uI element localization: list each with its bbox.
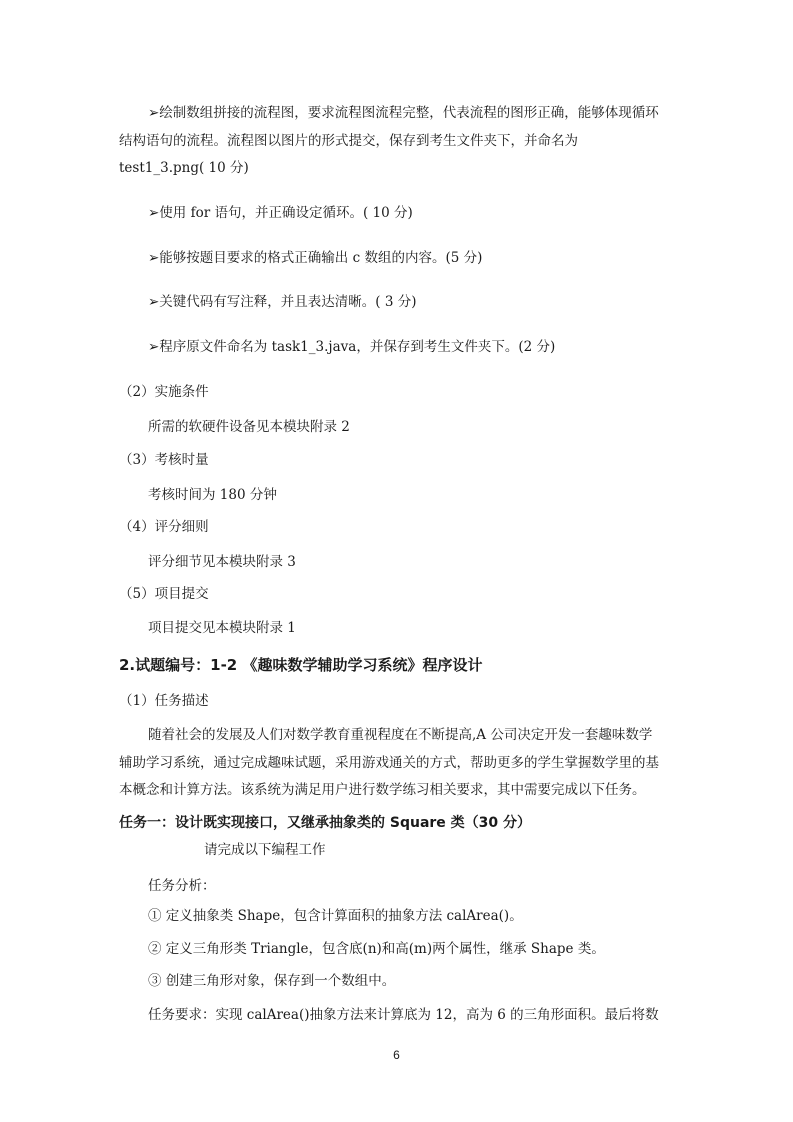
section-submit-heading: （5）项目提交 (119, 586, 209, 602)
bullet-output-format: ➢能够按题目要求的格式正确输出 c 数组的内容。(5 分) (148, 250, 483, 266)
task-description-line-2: 辅助学习系统，通过完成趣味试题，采用游戏通关的方式，帮助更多的学生掌握数学里的基 (119, 755, 659, 771)
task-description-line-3: 本概念和计算方法。该系统为满足用户进行数学练习相关要求，其中需要完成以下任务。 (119, 782, 646, 798)
task-analysis-label: 任务分析： (148, 878, 216, 894)
task-analysis-item-2: ② 定义三角形类 Triangle，包含底(n)和高(m)两个属性，继承 Shape 类。 (148, 941, 605, 957)
question-heading: 2.试题编号：1-2 《趣味数学辅助学习系统》程序设计 (119, 656, 483, 674)
task-description-line-1: 随着社会的发展及人们对数学教育重视程度在不断提高,A 公司决定开发一套趣味数学 (148, 727, 653, 743)
section-scoring-heading: （4）评分细则 (119, 519, 209, 535)
section-conditions-body: 所需的软硬件设备见本模块附录 2 (148, 419, 350, 435)
bullet-flowchart-line-1: ➢绘制数组拼接的流程图，要求流程图流程完整，代表流程的图形正确，能够体现循环 (148, 105, 659, 121)
task-one-heading: 任务一：设计既实现接口，又继承抽象类的 Square 类（30 分） (119, 815, 532, 831)
task-analysis-item-3: ③ 创建三角形对象，保存到一个数组中。 (148, 973, 396, 989)
section-conditions-heading: （2）实施条件 (119, 384, 209, 400)
bullet-flowchart-line-2: 结构语句的流程。流程图以图片的形式提交，保存到考生文件夹下，并命名为 (119, 133, 578, 149)
bullet-filename: ➢程序原文件命名为 task1_3.java，并保存到考生文件夹下。(2 分) (148, 339, 556, 355)
task-requirement: 任务要求：实现 calArea()抽象方法来计算底为 12，高为 6 的三角形面积。最后将数 (148, 1007, 659, 1023)
section-duration-body: 考核时间为 180 分钟 (148, 487, 277, 503)
section-submit-body: 项目提交见本模块附录 1 (148, 620, 296, 636)
page-number: 6 (393, 1048, 400, 1062)
section-duration-heading: （3）考核时量 (119, 452, 209, 468)
task-description-heading: （1）任务描述 (119, 693, 209, 709)
bullet-flowchart-line-3: test1_3.png( 10 分) (119, 160, 249, 176)
task-one-intro: 请完成以下编程工作 (204, 842, 326, 858)
section-scoring-body: 评分细节见本模块附录 3 (148, 554, 296, 570)
task-analysis-item-1: ① 定义抽象类 Shape，包含计算面积的抽象方法 calArea()。 (148, 908, 523, 924)
bullet-comments: ➢关键代码有写注释，并且表达清晰。( 3 分) (148, 294, 417, 310)
bullet-for-loop: ➢使用 for 语句，并正确设定循环。( 10 分) (148, 205, 413, 221)
